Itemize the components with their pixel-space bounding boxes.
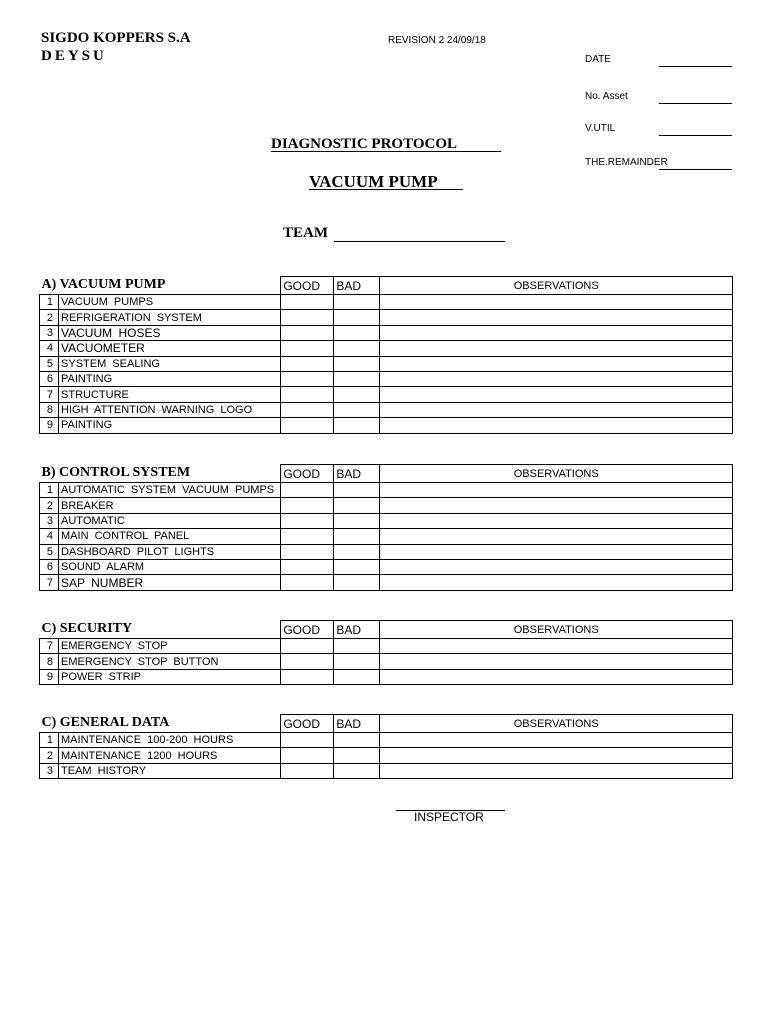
item-number: 3 — [40, 763, 59, 778]
bad-cell[interactable] — [334, 748, 380, 763]
item-label: REFRIGERATION SYSTEM — [59, 310, 281, 325]
observation-cell[interactable] — [380, 310, 733, 325]
observation-cell[interactable] — [380, 748, 733, 763]
remainder-label: THE.REMAINDER — [585, 157, 668, 168]
document-title: DIAGNOSTIC PROTOCOL — [271, 136, 458, 152]
good-column-header: GOOD — [281, 621, 334, 639]
bad-cell[interactable] — [334, 310, 380, 325]
good-column-header: GOOD — [281, 465, 334, 483]
section-security — [39, 620, 733, 685]
company-name: SIGDO KOPPERS S.A — [41, 30, 191, 46]
bad-cell[interactable] — [334, 418, 380, 433]
section-title: C) GENERAL DATA — [41, 715, 170, 731]
bad-cell[interactable] — [334, 325, 380, 340]
table-row — [40, 387, 733, 402]
observations-column-header: OBSERVATIONS — [380, 621, 733, 639]
good-cell[interactable] — [281, 356, 334, 371]
table-row — [40, 748, 733, 763]
item-number: 3 — [40, 325, 59, 340]
date-label: DATE — [585, 54, 611, 65]
asset-field[interactable] — [659, 103, 732, 104]
bad-cell[interactable] — [334, 498, 380, 513]
item-label: VACUUM HOSES — [59, 325, 281, 340]
observations-column-header: OBSERVATIONS — [380, 715, 733, 733]
observation-cell[interactable] — [380, 341, 733, 356]
item-number: 8 — [40, 654, 59, 669]
good-cell[interactable] — [281, 529, 334, 544]
item-number: 2 — [40, 310, 59, 325]
item-number: 2 — [40, 498, 59, 513]
item-label: AUTOMATIC SYSTEM VACUUM PUMPS — [59, 483, 281, 498]
item-number: 1 — [40, 733, 59, 748]
section-header-row — [40, 277, 733, 295]
item-number: 7 — [40, 575, 59, 590]
good-cell[interactable] — [281, 669, 334, 684]
item-number: 4 — [40, 341, 59, 356]
bad-cell[interactable] — [334, 654, 380, 669]
team-label: TEAM — [283, 225, 328, 241]
table-row — [40, 402, 733, 417]
observation-cell[interactable] — [380, 639, 733, 654]
good-column-header: GOOD — [281, 277, 334, 295]
item-number: 3 — [40, 513, 59, 528]
item-label: EMERGENCY STOP BUTTON — [59, 654, 281, 669]
item-number: 5 — [40, 544, 59, 559]
observation-cell[interactable] — [380, 371, 733, 386]
observation-cell[interactable] — [380, 529, 733, 544]
good-cell[interactable] — [281, 654, 334, 669]
item-number: 1 — [40, 483, 59, 498]
observation-cell[interactable] — [380, 387, 733, 402]
bad-cell[interactable] — [334, 371, 380, 386]
revision-label: REVISION 2 24/09/18 — [388, 35, 486, 46]
table-row — [40, 418, 733, 433]
item-number: 9 — [40, 669, 59, 684]
observation-cell[interactable] — [380, 295, 733, 310]
observation-cell[interactable] — [380, 418, 733, 433]
observation-cell[interactable] — [380, 498, 733, 513]
table-row — [40, 575, 733, 590]
good-cell[interactable] — [281, 544, 334, 559]
table-row — [40, 544, 733, 559]
observation-cell[interactable] — [380, 356, 733, 371]
remainder-field[interactable] — [659, 169, 732, 170]
asset-label: No. Asset — [585, 91, 628, 102]
item-label: BREAKER — [59, 498, 281, 513]
observation-cell[interactable] — [380, 575, 733, 590]
table-row — [40, 559, 733, 574]
date-field[interactable] — [659, 66, 732, 67]
item-label: MAINTENANCE 1200 HOURS — [59, 748, 281, 763]
item-number: 9 — [40, 418, 59, 433]
item-label: VACUOMETER — [59, 341, 281, 356]
vutil-label: V.UTIL — [585, 123, 616, 134]
document-subtitle: VACUUM PUMP — [309, 172, 438, 191]
vutil-field[interactable] — [659, 135, 732, 136]
inspector-label: INSPECTOR — [414, 810, 484, 824]
table-row — [40, 295, 733, 310]
bad-cell[interactable] — [334, 387, 380, 402]
item-label: POWER STRIP — [59, 669, 281, 684]
section-control-system — [39, 464, 733, 591]
observation-cell[interactable] — [380, 325, 733, 340]
bad-cell[interactable] — [334, 559, 380, 574]
good-cell[interactable] — [281, 402, 334, 417]
item-number: 7 — [40, 639, 59, 654]
item-label: AUTOMATIC — [59, 513, 281, 528]
item-number: 6 — [40, 371, 59, 386]
bad-cell[interactable] — [334, 341, 380, 356]
table-row — [40, 654, 733, 669]
good-cell[interactable] — [281, 325, 334, 340]
bad-cell[interactable] — [334, 356, 380, 371]
bad-cell[interactable] — [334, 402, 380, 417]
division-name: DEYSU — [41, 48, 107, 64]
bad-cell[interactable] — [334, 295, 380, 310]
section-header-row — [40, 465, 733, 483]
table-row — [40, 669, 733, 684]
good-cell[interactable] — [281, 498, 334, 513]
table-row — [40, 639, 733, 654]
section-vacuum-pump — [39, 276, 733, 434]
good-cell[interactable] — [281, 763, 334, 778]
observation-cell[interactable] — [380, 513, 733, 528]
bad-cell[interactable] — [334, 639, 380, 654]
bad-cell[interactable] — [334, 529, 380, 544]
table-row — [40, 513, 733, 528]
good-cell[interactable] — [281, 371, 334, 386]
item-label: VACUUM PUMPS — [59, 295, 281, 310]
observations-column-header: OBSERVATIONS — [380, 277, 733, 295]
bad-cell[interactable] — [334, 733, 380, 748]
observation-cell[interactable] — [380, 763, 733, 778]
item-label: PAINTING — [59, 418, 281, 433]
table-row — [40, 356, 733, 371]
observation-cell[interactable] — [380, 733, 733, 748]
bad-cell[interactable] — [334, 483, 380, 498]
good-cell[interactable] — [281, 295, 334, 310]
observation-cell[interactable] — [380, 402, 733, 417]
item-label: SOUND ALARM — [59, 559, 281, 574]
observation-cell[interactable] — [380, 654, 733, 669]
title-underline — [271, 151, 501, 152]
item-label: SAP NUMBER — [59, 575, 281, 590]
item-label: PAINTING — [59, 371, 281, 386]
item-number: 2 — [40, 748, 59, 763]
item-number: 5 — [40, 356, 59, 371]
section-title: A) VACUUM PUMP — [41, 277, 166, 293]
bad-cell[interactable] — [334, 513, 380, 528]
item-label: HIGH ATTENTION WARNING LOGO — [59, 402, 281, 417]
good-column-header: GOOD — [281, 715, 334, 733]
bad-column-header: BAD — [334, 621, 380, 639]
bad-cell[interactable] — [334, 763, 380, 778]
good-cell[interactable] — [281, 418, 334, 433]
item-label: MAINTENANCE 100-200 HOURS — [59, 733, 281, 748]
item-label: STRUCTURE — [59, 387, 281, 402]
bad-cell[interactable] — [334, 575, 380, 590]
table-row — [40, 371, 733, 386]
bad-column-header: BAD — [334, 715, 380, 733]
good-cell[interactable] — [281, 341, 334, 356]
table-row — [40, 763, 733, 778]
subtitle-underline — [309, 189, 463, 190]
good-cell[interactable] — [281, 513, 334, 528]
good-cell[interactable] — [281, 559, 334, 574]
item-number: 6 — [40, 559, 59, 574]
observation-cell[interactable] — [380, 559, 733, 574]
section-header-row — [40, 715, 733, 733]
item-number: 8 — [40, 402, 59, 417]
table-row — [40, 483, 733, 498]
item-number: 7 — [40, 387, 59, 402]
observation-cell[interactable] — [380, 669, 733, 684]
observation-cell[interactable] — [380, 483, 733, 498]
table-row — [40, 733, 733, 748]
item-number: 1 — [40, 295, 59, 310]
observation-cell[interactable] — [380, 544, 733, 559]
table-row — [40, 325, 733, 340]
table-row — [40, 498, 733, 513]
item-label: SYSTEM SEALING — [59, 356, 281, 371]
section-general-data — [39, 714, 733, 779]
item-label: MAIN CONTROL PANEL — [59, 529, 281, 544]
bad-column-header: BAD — [334, 277, 380, 295]
section-title: C) SECURITY — [41, 621, 133, 637]
bad-cell[interactable] — [334, 669, 380, 684]
observations-column-header: OBSERVATIONS — [380, 465, 733, 483]
item-number: 4 — [40, 529, 59, 544]
table-row — [40, 341, 733, 356]
good-cell[interactable] — [281, 733, 334, 748]
good-cell[interactable] — [281, 639, 334, 654]
table-row — [40, 310, 733, 325]
item-label: TEAM HISTORY — [59, 763, 281, 778]
item-label: EMERGENCY STOP — [59, 639, 281, 654]
good-cell[interactable] — [281, 748, 334, 763]
good-cell[interactable] — [281, 575, 334, 590]
bad-cell[interactable] — [334, 544, 380, 559]
item-label: DASHBOARD PILOT LIGHTS — [59, 544, 281, 559]
section-title: B) CONTROL SYSTEM — [41, 465, 191, 481]
good-cell[interactable] — [281, 387, 334, 402]
good-cell[interactable] — [281, 310, 334, 325]
section-header-row — [40, 621, 733, 639]
table-row — [40, 529, 733, 544]
bad-column-header: BAD — [334, 465, 380, 483]
team-field[interactable] — [334, 241, 505, 242]
good-cell[interactable] — [281, 483, 334, 498]
